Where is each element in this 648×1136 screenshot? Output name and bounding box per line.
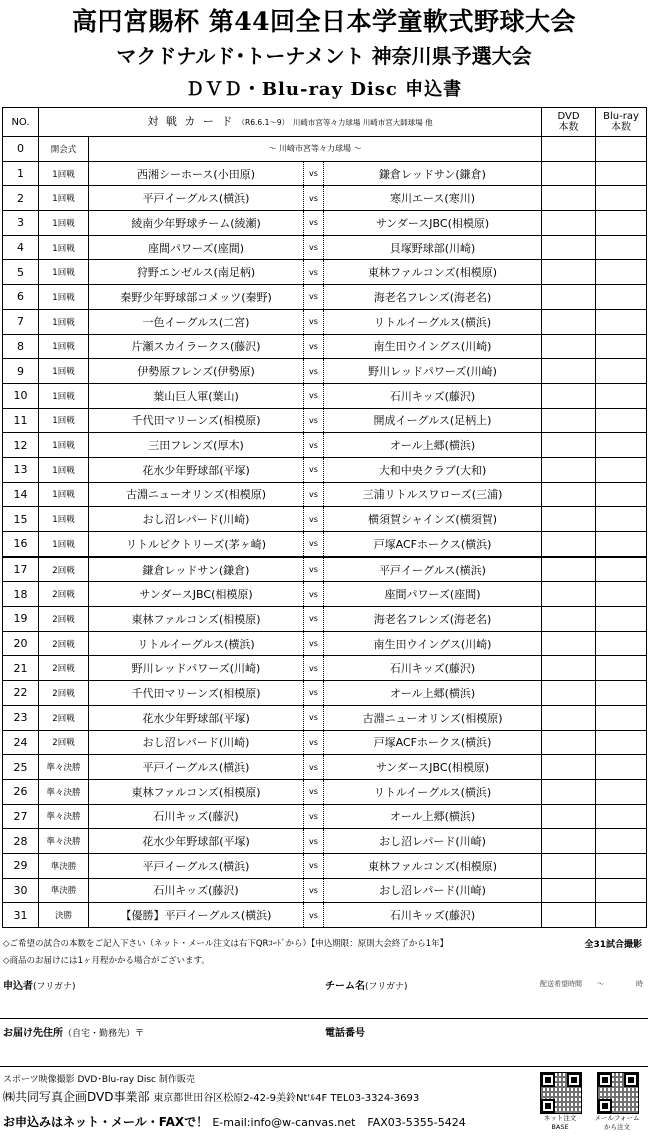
row-vs: vs — [304, 235, 324, 260]
dvd-qty-cell[interactable] — [542, 137, 596, 162]
table-row — [3, 557, 647, 582]
bluray-qty-cell[interactable] — [596, 779, 647, 804]
row-home-team: 平戸イーグルス(横浜) — [89, 186, 304, 211]
bluray-qty-cell[interactable] — [596, 681, 647, 706]
header-dvd: DVD 本数 — [542, 108, 596, 137]
table-row — [3, 829, 647, 854]
row-vs: vs — [304, 582, 324, 607]
dvd-qty-cell[interactable] — [542, 705, 596, 730]
row-round: 1回戦 — [39, 482, 89, 507]
row-round: 2回戦 — [39, 681, 89, 706]
table-row — [3, 334, 647, 359]
order-table — [2, 107, 647, 928]
bluray-qty-cell[interactable] — [596, 656, 647, 681]
footer-fax: FAX03-5355-5424 — [367, 1116, 466, 1129]
table-row — [3, 433, 647, 458]
qr-code-mail-form[interactable] — [597, 1072, 639, 1114]
row-away-team: 戸塚ACFホークス(横浜) — [324, 730, 542, 755]
row-round: 2回戦 — [39, 582, 89, 607]
row-vs: vs — [304, 161, 324, 186]
dvd-qty-cell[interactable] — [542, 853, 596, 878]
dvd-qty-cell[interactable] — [542, 309, 596, 334]
row-no: 18 — [3, 582, 39, 607]
row-home-team: 石川キッズ(藤沢) — [89, 878, 304, 903]
row-home-team: 綾南少年野球チーム(綾瀬) — [89, 211, 304, 236]
row-away-team: 座間パワーズ(座間) — [324, 582, 542, 607]
row-round: 2回戦 — [39, 705, 89, 730]
row-home-team: 一色イーグルス(二宮) — [89, 309, 304, 334]
header-bluray: Blu-ray 本数 — [596, 108, 647, 137]
row-vs: vs — [304, 482, 324, 507]
dvd-qty-cell[interactable] — [542, 334, 596, 359]
row-vs: vs — [304, 285, 324, 310]
row-no: 6 — [3, 285, 39, 310]
row-round: 決勝 — [39, 903, 89, 928]
row-vs: vs — [304, 681, 324, 706]
row-no: 13 — [3, 457, 39, 482]
footer-company: ㈱共同写真企画DVD事業部 東京都世田谷区松原2-42-9美鈴Nt'ﾙ4F TEL03-3324-3693 — [3, 1090, 420, 1104]
table-row — [3, 507, 647, 532]
bluray-qty-cell[interactable] — [596, 730, 647, 755]
row-round: 準々決勝 — [39, 804, 89, 829]
row-venue: ～ 川崎市宮等々力球場 ～ — [89, 137, 542, 162]
row-no: 26 — [3, 779, 39, 804]
row-vs: vs — [304, 186, 324, 211]
dvd-qty-cell[interactable] — [542, 755, 596, 780]
row-away-team: 横須賀シャインズ(横須賀) — [324, 507, 542, 532]
row-no: 31 — [3, 903, 39, 928]
bluray-qty-cell[interactable] — [596, 903, 647, 928]
bluray-qty-cell[interactable] — [596, 383, 647, 408]
dvd-qty-cell[interactable] — [542, 482, 596, 507]
note-delivery-time: ◇商品のお届けには1ヶ月程かかる場合がございます。 — [3, 956, 210, 966]
footer-order: お申込みはネット・メール・FAXで！ E-mail:info@w-canvas.net FAX03-5355-5424 — [3, 1115, 466, 1129]
row-no: 3 — [3, 211, 39, 236]
table-row — [3, 408, 647, 433]
row-away-team: リトルイーグルス(横浜) — [324, 779, 542, 804]
row-home-team: サンダースJBC(相模原) — [89, 582, 304, 607]
row-round: 1回戦 — [39, 359, 89, 384]
row-round: 1回戦 — [39, 235, 89, 260]
table-row — [3, 532, 647, 557]
dvd-qty-cell[interactable] — [542, 260, 596, 285]
row-no: 9 — [3, 359, 39, 384]
phone-label: 電話番号 — [325, 1028, 365, 1039]
table-row — [3, 853, 647, 878]
row-away-team: 三浦リトルスワローズ(三浦) — [324, 482, 542, 507]
dvd-qty-cell[interactable] — [542, 557, 596, 582]
row-round: 1回戦 — [39, 334, 89, 359]
row-away-team: 戸塚ACFホークス(横浜) — [324, 532, 542, 557]
row-vs: vs — [304, 829, 324, 854]
row-away-team: 南生田ウイングス(川崎) — [324, 631, 542, 656]
dvd-qty-cell[interactable] — [542, 730, 596, 755]
row-home-team: 片瀬スカイラークス(藤沢) — [89, 334, 304, 359]
bluray-qty-cell[interactable] — [596, 457, 647, 482]
footer-email: E-mail:info@w-canvas.net — [212, 1116, 356, 1129]
row-away-team: おし沼レパード(川崎) — [324, 829, 542, 854]
bluray-qty-cell[interactable] — [596, 705, 647, 730]
row-round: 準決勝 — [39, 853, 89, 878]
qr-caption-mail-form: メールフォーム から注文 — [594, 1114, 640, 1131]
row-away-team: おし沼レパード(川崎) — [324, 878, 542, 903]
team-label: チーム名(フリガナ) — [325, 981, 408, 992]
row-vs: vs — [304, 359, 324, 384]
dvd-qty-cell[interactable] — [542, 829, 596, 854]
row-no: 16 — [3, 532, 39, 557]
row-home-team: おし沼レパード(川崎) — [89, 507, 304, 532]
dvd-qty-cell[interactable] — [542, 507, 596, 532]
row-away-team: 野川レッドパワーズ(川崎) — [324, 359, 542, 384]
table-row — [3, 260, 647, 285]
address-label: お届け先住所（自宅・勤務先）〒 — [3, 1028, 145, 1039]
table-row — [3, 359, 647, 384]
row-no: 10 — [3, 383, 39, 408]
title-line-3: ＤＶＤ・Blu-ray Disc 申込書 — [185, 79, 463, 100]
dvd-qty-cell[interactable] — [542, 235, 596, 260]
bluray-qty-cell[interactable] — [596, 359, 647, 384]
row-away-team: 石川キッズ(藤沢) — [324, 383, 542, 408]
row-no: 8 — [3, 334, 39, 359]
row-away-team: オール上郷(横浜) — [324, 804, 542, 829]
row-home-team: リトルビクトリーズ(茅ヶ崎) — [89, 532, 304, 557]
row-away-team: 貝塚野球部(川崎) — [324, 235, 542, 260]
row-home-team: リトルイーグルス(横浜) — [89, 631, 304, 656]
bluray-qty-cell[interactable] — [596, 211, 647, 236]
row-vs: vs — [304, 878, 324, 903]
row-vs: vs — [304, 457, 324, 482]
table-row — [3, 878, 647, 903]
row-away-team: 鎌倉レッドサン(鎌倉) — [324, 161, 542, 186]
row-away-team: 海老名フレンズ(海老名) — [324, 607, 542, 632]
row-home-team: 花水少年野球部(平塚) — [89, 829, 304, 854]
row-home-team: おし沼レパード(川崎) — [89, 730, 304, 755]
row-home-team: 平戸イーグルス(横浜) — [89, 755, 304, 780]
bluray-qty-cell[interactable] — [596, 829, 647, 854]
row-round: 1回戦 — [39, 260, 89, 285]
row-no: 15 — [3, 507, 39, 532]
bluray-qty-cell[interactable] — [596, 433, 647, 458]
bluray-qty-cell[interactable] — [596, 186, 647, 211]
dvd-qty-cell[interactable] — [542, 285, 596, 310]
row-round: 1回戦 — [39, 285, 89, 310]
row-home-team: 東林ファルコンズ(相模原) — [89, 779, 304, 804]
table-header-row — [3, 108, 647, 137]
row-away-team: サンダースJBC(相模原) — [324, 755, 542, 780]
table-row-opening — [3, 137, 647, 162]
note-total-games: 全31試合撮影 — [584, 940, 642, 950]
dvd-qty-cell[interactable] — [542, 532, 596, 557]
row-away-team: リトルイーグルス(横浜) — [324, 309, 542, 334]
table-row — [3, 656, 647, 681]
row-round: 1回戦 — [39, 186, 89, 211]
row-round: 1回戦 — [39, 457, 89, 482]
delivery-time-hour: 時 — [636, 980, 643, 988]
row-vs: vs — [304, 557, 324, 582]
row-away-team: 石川キッズ(藤沢) — [324, 656, 542, 681]
row-round: 準々決勝 — [39, 829, 89, 854]
row-round: 2回戦 — [39, 656, 89, 681]
dvd-qty-cell[interactable] — [542, 903, 596, 928]
row-round: 1回戦 — [39, 408, 89, 433]
table-row — [3, 779, 647, 804]
bluray-qty-cell[interactable] — [596, 557, 647, 582]
row-vs: vs — [304, 755, 324, 780]
row-away-team: 海老名フレンズ(海老名) — [324, 285, 542, 310]
row-no: 4 — [3, 235, 39, 260]
bluray-qty-cell[interactable] — [596, 137, 647, 162]
row-home-team: 花水少年野球部(平塚) — [89, 457, 304, 482]
row-round: 準決勝 — [39, 878, 89, 903]
row-no: 22 — [3, 681, 39, 706]
dvd-qty-cell[interactable] — [542, 457, 596, 482]
row-home-team: 葉山巨人軍(葉山) — [89, 383, 304, 408]
row-away-team: 古淵ニューオリンズ(相模原) — [324, 705, 542, 730]
dvd-qty-cell[interactable] — [542, 359, 596, 384]
dvd-qty-cell[interactable] — [542, 607, 596, 632]
row-home-team: 三田フレンズ(厚木) — [89, 433, 304, 458]
row-vs: vs — [304, 705, 324, 730]
table-row — [3, 582, 647, 607]
row-vs: vs — [304, 532, 324, 557]
row-home-team: 千代田マリーンズ(相模原) — [89, 408, 304, 433]
bluray-qty-cell[interactable] — [596, 607, 647, 632]
row-round: 2回戦 — [39, 631, 89, 656]
row-away-team: 開成イーグルス(足柄上) — [324, 408, 542, 433]
row-home-team: 千代田マリーンズ(相模原) — [89, 681, 304, 706]
dvd-qty-cell[interactable] — [542, 878, 596, 903]
row-home-team: 東林ファルコンズ(相模原) — [89, 607, 304, 632]
header-card-detail: （R6.6.1～9） 川崎市宮等々力球場 川崎市宮大師球場 他 — [237, 118, 433, 127]
table-row — [3, 457, 647, 482]
table-row — [3, 211, 647, 236]
bluray-qty-cell[interactable] — [596, 582, 647, 607]
table-row — [3, 235, 647, 260]
title-line-2: マクドナルド･トーナメント 神奈川県予選大会 — [116, 44, 532, 68]
row-vs: vs — [304, 408, 324, 433]
row-vs: vs — [304, 903, 324, 928]
dvd-qty-cell[interactable] — [542, 779, 596, 804]
row-no: 7 — [3, 309, 39, 334]
row-vs: vs — [304, 309, 324, 334]
dvd-qty-cell[interactable] — [542, 186, 596, 211]
divider — [0, 1018, 648, 1019]
row-away-team: 平戸イーグルス(横浜) — [324, 557, 542, 582]
row-no: 24 — [3, 730, 39, 755]
bluray-qty-cell[interactable] — [596, 260, 647, 285]
row-no: 21 — [3, 656, 39, 681]
row-no: 12 — [3, 433, 39, 458]
table-row — [3, 161, 647, 186]
qr-code-net-order[interactable] — [540, 1072, 582, 1114]
row-home-team: 花水少年野球部(平塚) — [89, 705, 304, 730]
row-away-team: 南生田ウイングス(川崎) — [324, 334, 542, 359]
row-away-team: 東林ファルコンズ(相模原) — [324, 853, 542, 878]
row-vs: vs — [304, 334, 324, 359]
row-no: 30 — [3, 878, 39, 903]
bluray-qty-cell[interactable] — [596, 161, 647, 186]
row-vs: vs — [304, 507, 324, 532]
row-round: 準々決勝 — [39, 779, 89, 804]
dvd-qty-cell[interactable] — [542, 433, 596, 458]
row-home-team: 狩野エンゼルス(南足柄) — [89, 260, 304, 285]
row-no: 19 — [3, 607, 39, 632]
divider — [0, 1066, 648, 1067]
bluray-qty-cell[interactable] — [596, 804, 647, 829]
row-home-team: 野川レッドパワーズ(川崎) — [89, 656, 304, 681]
table-row — [3, 607, 647, 632]
note-order-instructions: ◇ご希望の試合の本数をご記入下さい（ネット・メール注文は右下QRｺｰﾄﾞから）【申込期限：原則大会終了から1年】 — [3, 939, 449, 949]
dvd-qty-cell[interactable] — [542, 804, 596, 829]
dvd-qty-cell[interactable] — [542, 211, 596, 236]
row-home-team: 秦野少年野球部コメッツ(秦野) — [89, 285, 304, 310]
qr-caption-net-order: ネット注文 BASE — [543, 1114, 577, 1131]
table-row — [3, 383, 647, 408]
row-no: 29 — [3, 853, 39, 878]
row-no: 27 — [3, 804, 39, 829]
row-home-team: 伊勢原フレンズ(伊勢原) — [89, 359, 304, 384]
row-away-team: サンダースJBC(相模原) — [324, 211, 542, 236]
footer-tagline: スポーツ映像撮影 DVD･Blu-ray Disc 制作販売 — [3, 1075, 195, 1085]
row-vs: vs — [304, 433, 324, 458]
row-round: 2回戦 — [39, 607, 89, 632]
table-row — [3, 309, 647, 334]
table-row — [3, 631, 647, 656]
applicant-label: 申込者(フリガナ) — [3, 981, 76, 992]
row-round: 2回戦 — [39, 730, 89, 755]
row-vs: vs — [304, 607, 324, 632]
row-away-team: 東林ファルコンズ(相模原) — [324, 260, 542, 285]
row-away-team: オール上郷(横浜) — [324, 681, 542, 706]
row-vs: vs — [304, 804, 324, 829]
row-round: 準々決勝 — [39, 755, 89, 780]
table-row — [3, 186, 647, 211]
row-no: 25 — [3, 755, 39, 780]
row-home-team: 【優勝】平戸イーグルス(横浜) — [89, 903, 304, 928]
header-no: NO. — [3, 108, 39, 137]
bluray-qty-cell[interactable] — [596, 334, 647, 359]
row-vs: vs — [304, 631, 324, 656]
row-round: 1回戦 — [39, 211, 89, 236]
bluray-qty-cell[interactable] — [596, 285, 647, 310]
dvd-qty-cell[interactable] — [542, 408, 596, 433]
row-away-team: 石川キッズ(藤沢) — [324, 903, 542, 928]
header-card: 対 戦 カ ー ド （R6.6.1～9） 川崎市宮等々力球場 川崎市宮大師球場 他 — [39, 108, 542, 137]
row-vs: vs — [304, 656, 324, 681]
row-no: 28 — [3, 829, 39, 854]
table-row — [3, 705, 647, 730]
title-line-1: 高円宮賜杯 第44回全日本学童軟式野球大会 — [72, 7, 576, 36]
row-round: 1回戦 — [39, 383, 89, 408]
bluray-qty-cell[interactable] — [596, 235, 647, 260]
row-home-team: 座間パワーズ(座間) — [89, 235, 304, 260]
row-round: 1回戦 — [39, 161, 89, 186]
delivery-time-tilde: ～ — [597, 980, 604, 988]
dvd-qty-cell[interactable] — [542, 383, 596, 408]
row-away-team: オール上郷(横浜) — [324, 433, 542, 458]
row-away-team: 大和中央クラブ(大和) — [324, 457, 542, 482]
row-round: 開会式 — [39, 137, 89, 162]
table-row — [3, 285, 647, 310]
bluray-qty-cell[interactable] — [596, 532, 647, 557]
row-home-team: 鎌倉レッドサン(鎌倉) — [89, 557, 304, 582]
table-row — [3, 755, 647, 780]
row-home-team: 平戸イーグルス(横浜) — [89, 853, 304, 878]
row-round: 1回戦 — [39, 532, 89, 557]
row-no: 0 — [3, 137, 39, 162]
table-row — [3, 804, 647, 829]
row-round: 1回戦 — [39, 507, 89, 532]
row-no: 11 — [3, 408, 39, 433]
bluray-qty-cell[interactable] — [596, 631, 647, 656]
row-away-team: 寒川エース(寒川) — [324, 186, 542, 211]
row-round: 1回戦 — [39, 433, 89, 458]
row-vs: vs — [304, 260, 324, 285]
bluray-qty-cell[interactable] — [596, 408, 647, 433]
bluray-qty-cell[interactable] — [596, 309, 647, 334]
delivery-time-label: 配送希望時間 — [540, 980, 582, 988]
dvd-qty-cell[interactable] — [542, 582, 596, 607]
bluray-qty-cell[interactable] — [596, 878, 647, 903]
bluray-qty-cell[interactable] — [596, 507, 647, 532]
row-no: 23 — [3, 705, 39, 730]
dvd-qty-cell[interactable] — [542, 656, 596, 681]
row-vs: vs — [304, 779, 324, 804]
bluray-qty-cell[interactable] — [596, 482, 647, 507]
row-no: 2 — [3, 186, 39, 211]
row-home-team: 古淵ニューオリンズ(相模原) — [89, 482, 304, 507]
row-no: 17 — [3, 557, 39, 582]
dvd-qty-cell[interactable] — [542, 631, 596, 656]
table-row — [3, 730, 647, 755]
row-no: 1 — [3, 161, 39, 186]
row-round: 2回戦 — [39, 557, 89, 582]
row-home-team: 石川キッズ(藤沢) — [89, 804, 304, 829]
table-row — [3, 903, 647, 928]
bluray-qty-cell[interactable] — [596, 853, 647, 878]
bluray-qty-cell[interactable] — [596, 755, 647, 780]
table-row — [3, 681, 647, 706]
row-no: 14 — [3, 482, 39, 507]
row-round: 1回戦 — [39, 309, 89, 334]
row-home-team: 西湘シーホース(小田原) — [89, 161, 304, 186]
row-vs: vs — [304, 853, 324, 878]
row-vs: vs — [304, 211, 324, 236]
row-no: 20 — [3, 631, 39, 656]
dvd-qty-cell[interactable] — [542, 161, 596, 186]
row-vs: vs — [304, 383, 324, 408]
row-vs: vs — [304, 730, 324, 755]
dvd-qty-cell[interactable] — [542, 681, 596, 706]
row-no: 5 — [3, 260, 39, 285]
table-row — [3, 482, 647, 507]
